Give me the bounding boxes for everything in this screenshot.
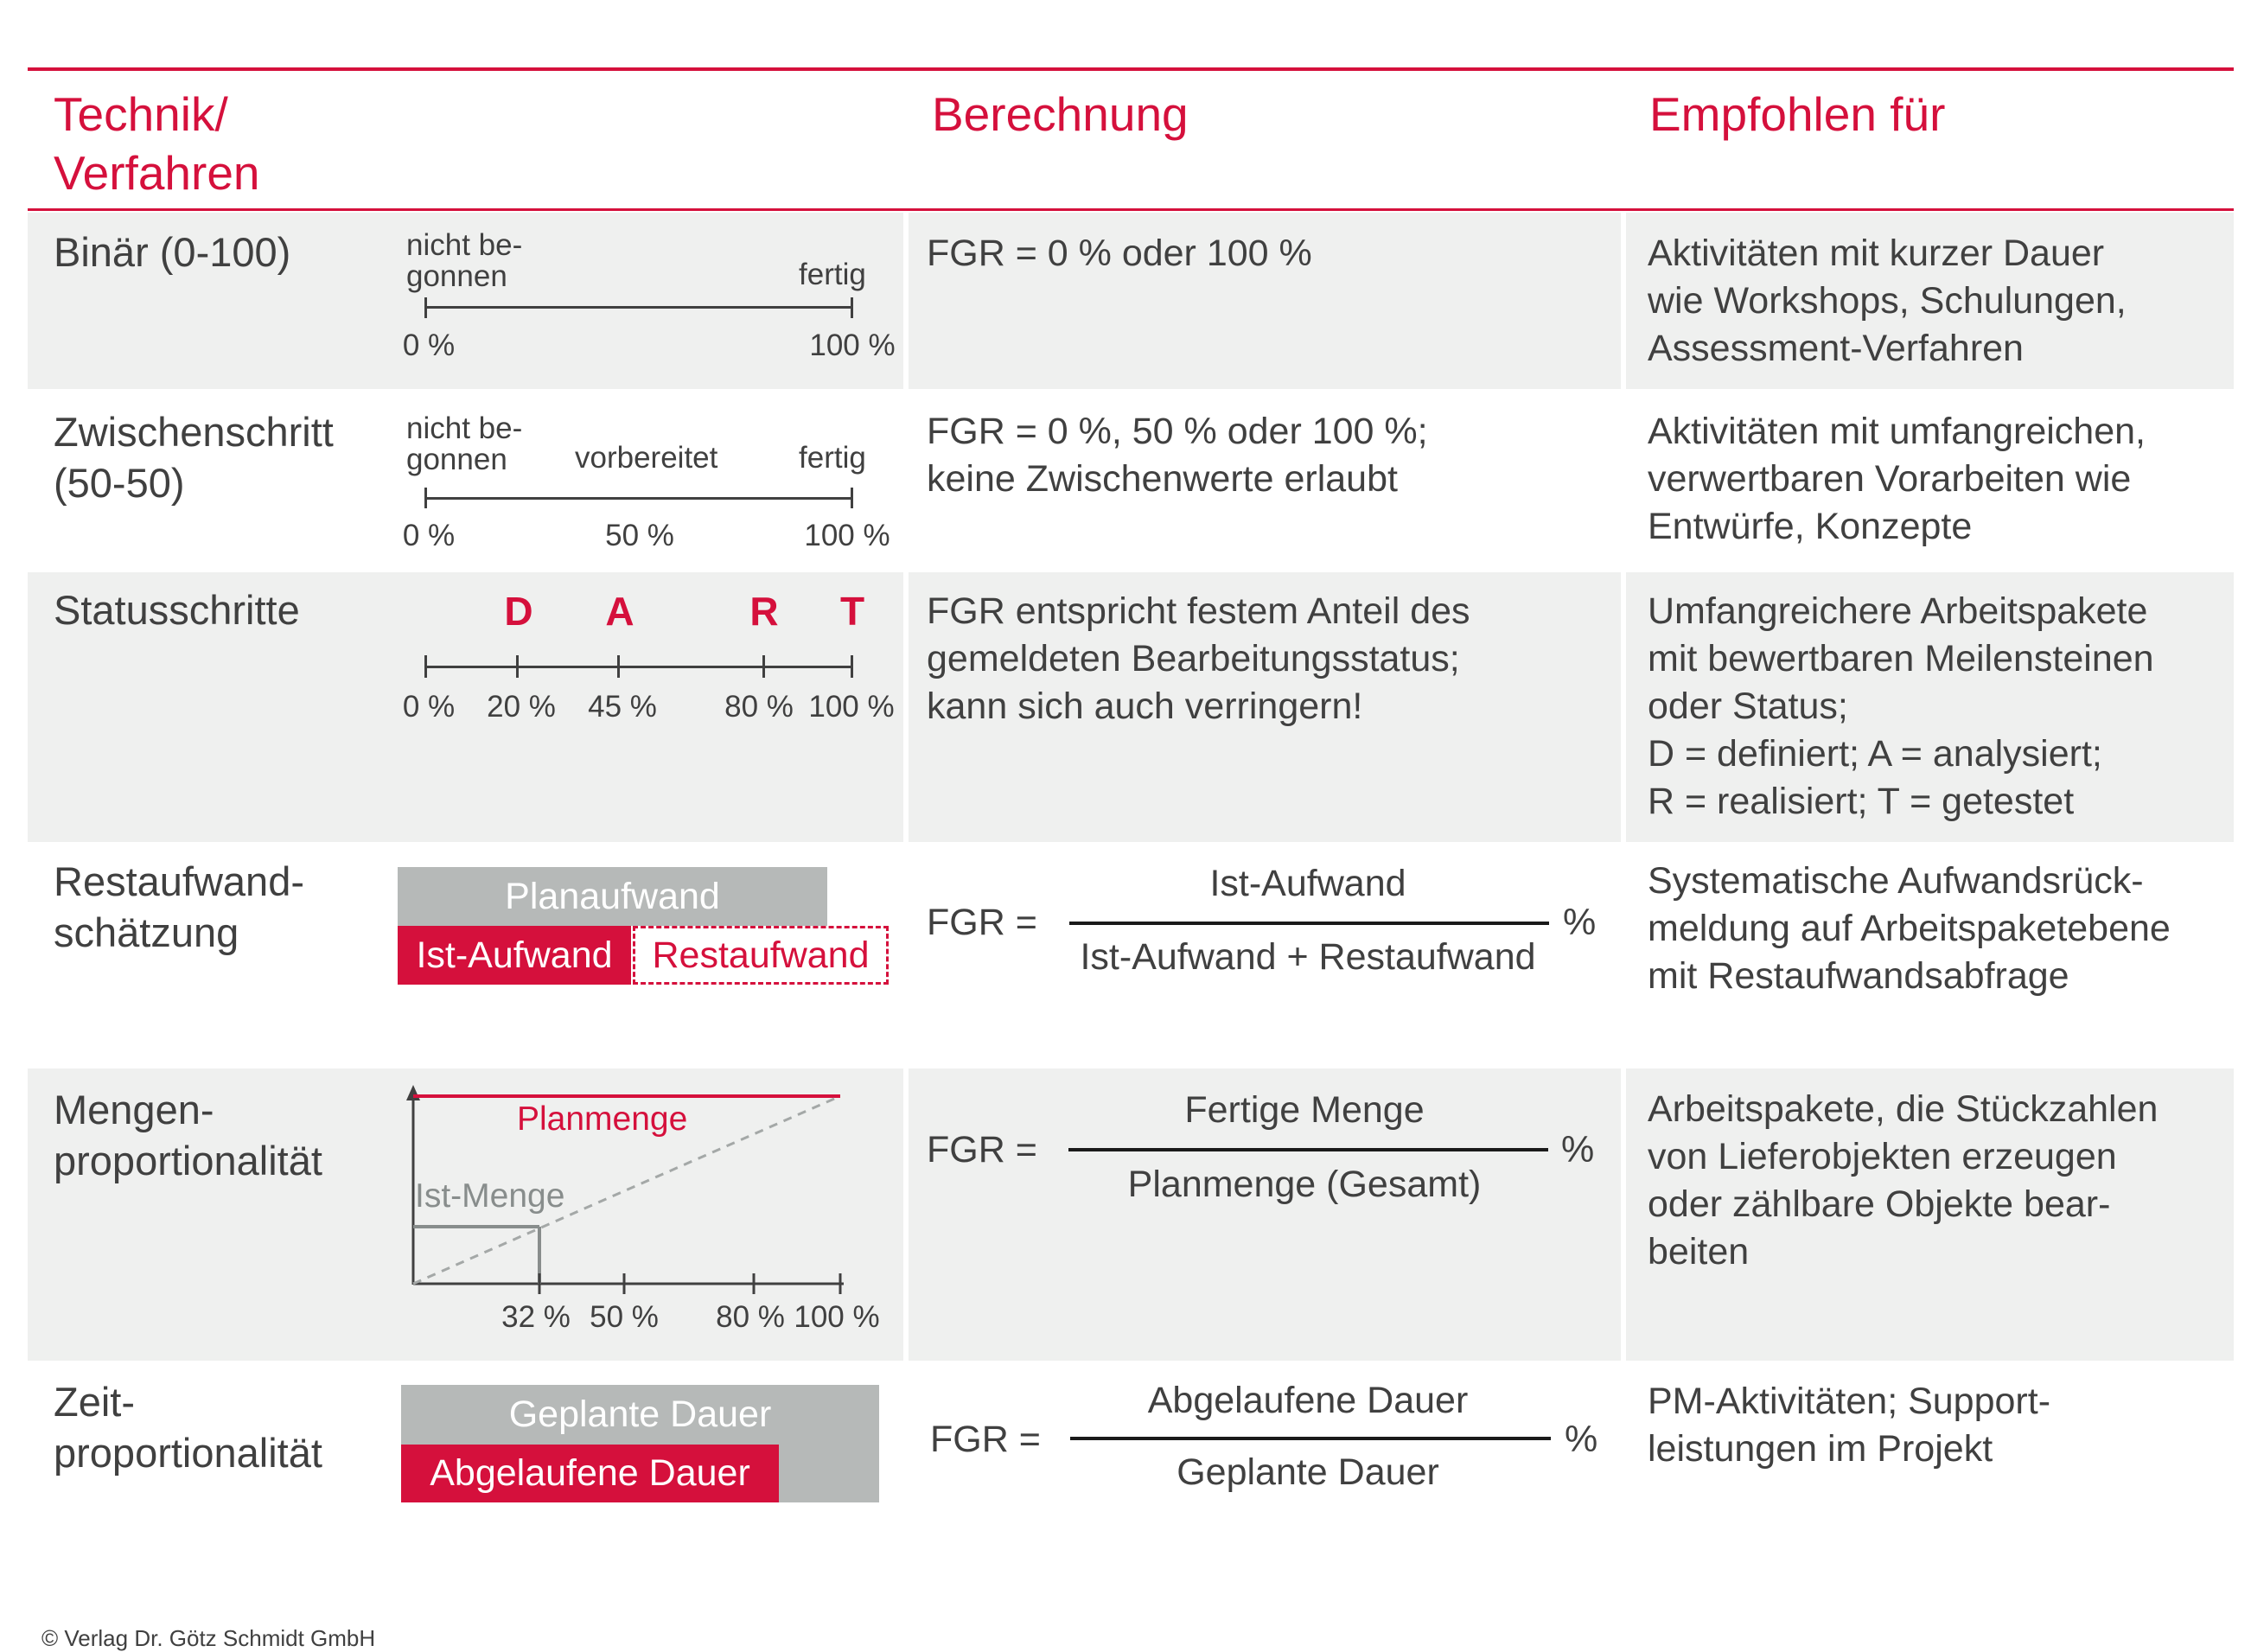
zeit-numerator: Abgelaufene Dauer: [1147, 1380, 1469, 1421]
row-zwischen-title: Zwischenschritt (50-50): [54, 409, 334, 506]
menge-calc-suffix: %: [1561, 1129, 1595, 1170]
status-tick-100-label: 100 %: [808, 690, 895, 724]
binaer-tick-100: [851, 297, 853, 318]
zwischen-mid-label: vorbereitet: [575, 441, 718, 475]
planaufwand-bar: Planaufwand: [398, 867, 827, 926]
menge-calc-prefix: FGR =: [927, 1129, 1037, 1170]
menge-tick-50-label: 50 %: [590, 1300, 659, 1334]
zwischen-start-label: nicht be- gonnen: [406, 411, 523, 476]
binaer-tick-0: [424, 297, 427, 318]
header-berechnung: Berechnung: [932, 87, 1189, 141]
zeit-fraction-bar: [1070, 1437, 1551, 1440]
status-letter-t: T: [839, 589, 865, 634]
header-empfohlen: Empfohlen für: [1649, 87, 1946, 141]
top-rule: [28, 67, 2234, 71]
zwischen-axis: [424, 497, 853, 500]
zwischen-tick-0: [424, 488, 427, 508]
geplante-dauer-bar: Geplante Dauer: [401, 1385, 879, 1502]
menge-fraction-bar: [1068, 1148, 1548, 1151]
copyright-notice: © Verlag Dr. Götz Schmidt GmbH: [41, 1625, 376, 1651]
menge-recommend: Arbeitspakete, die Stückzahlen von Lieferobjekten erzeugen oder zählbare Objekte bear- beiten: [1648, 1088, 2159, 1272]
binaer-calc: FGR = 0 % oder 100 %: [927, 233, 1312, 274]
row-status-title: Statusschritte: [54, 587, 300, 633]
status-tick-20-label: 20 %: [487, 690, 556, 724]
restaufwand-denominator: Ist-Aufwand + Restaufwand: [1080, 936, 1536, 978]
zwischen-recommend: Aktivitäten mit umfangreichen, verwertbaren Vorarbeiten wie Entwürfe, Konzepte: [1648, 411, 2146, 547]
ist-aufwand-bar: Ist-Aufwand: [398, 926, 631, 985]
restaufwand-calc-prefix: FGR =: [927, 902, 1037, 943]
restaufwand-recommend: Systematische Aufwandsrück- meldung auf Arbeitspaketebene mit Restaufwandsabfrage: [1648, 860, 2171, 997]
menge-ist-label: Ist-Menge: [415, 1177, 565, 1215]
row-binaer-title: Binär (0-100): [54, 229, 291, 275]
menge-tick-80-label: 80 %: [716, 1300, 785, 1334]
menge-denominator: Planmenge (Gesamt): [1127, 1164, 1482, 1205]
zwischen-tick-100-label: 100 %: [804, 519, 890, 552]
header-technik: Technik/ Verfahren: [54, 87, 260, 200]
menge-tick-32-label: 32 %: [501, 1300, 571, 1334]
zeit-calc-suffix: %: [1565, 1419, 1598, 1460]
restaufwand-calc-suffix: %: [1563, 902, 1597, 943]
restaufwand-numerator: Ist-Aufwand: [1209, 863, 1406, 904]
abgelaufene-dauer-bar: Abgelaufene Dauer: [401, 1445, 779, 1502]
binaer-axis: [424, 306, 853, 309]
status-letter-r: R: [749, 589, 779, 634]
zwischen-tick-50-label: 50 %: [605, 519, 674, 552]
zeit-recommend: PM-Aktivitäten; Support- leistungen im Projekt: [1648, 1381, 2051, 1470]
status-calc: FGR entspricht festem Anteil des gemeldeten Bearbeitungsstatus; kann sich auch verringern!: [927, 590, 1470, 727]
binaer-tick-100-label: 100 %: [809, 328, 896, 362]
status-letter-a: A: [605, 589, 634, 634]
zwischen-end-label: fertig: [799, 441, 866, 475]
status-tick-100: [851, 655, 853, 678]
zwischen-calc: FGR = 0 %, 50 % oder 100 %; keine Zwischenwerte erlaubt: [927, 411, 1428, 500]
menge-tick-100-label: 100 %: [794, 1300, 880, 1334]
status-tick-45-label: 45 %: [588, 690, 657, 724]
row-zeit-title: Zeit- proportionalität: [54, 1379, 322, 1476]
menge-numerator: Fertige Menge: [1184, 1089, 1425, 1131]
status-tick-20: [516, 655, 519, 678]
menge-plan-label: Planmenge: [517, 1100, 688, 1138]
binaer-tick-0-label: 0 %: [402, 328, 456, 362]
restaufwand-bar: Restaufwand: [633, 926, 889, 985]
status-tick-80-label: 80 %: [724, 690, 794, 724]
row-restaufwand-title: Restaufwand- schätzung: [54, 858, 304, 955]
status-tick-45: [617, 655, 620, 678]
zeit-denominator: Geplante Dauer: [1177, 1451, 1439, 1493]
binaer-start-label: nicht be- gonnen: [406, 228, 523, 293]
restaufwand-fraction-bar: [1069, 922, 1549, 925]
zwischen-tick-100: [851, 488, 853, 508]
row-menge-title: Mengen- proportionalität: [54, 1087, 322, 1183]
header-rule: [28, 208, 2234, 211]
status-tick-0: [424, 655, 427, 678]
status-tick-0-label: 0 %: [402, 690, 456, 724]
binaer-end-label: fertig: [799, 258, 866, 291]
zwischen-tick-0-label: 0 %: [402, 519, 456, 552]
status-recommend: Umfangreichere Arbeitspakete mit bewertbaren Meilensteinen oder Status; D = definiert; A = analysiert; R = realisiert; T = getestet: [1648, 590, 2154, 822]
status-tick-80: [762, 655, 765, 678]
binaer-recommend: Aktivitäten mit kurzer Dauer wie Workshops, Schulungen, Assessment-Verfahren: [1648, 233, 2127, 369]
status-axis: [424, 666, 853, 668]
status-letter-d: D: [504, 589, 533, 634]
zeit-calc-prefix: FGR =: [930, 1419, 1041, 1460]
